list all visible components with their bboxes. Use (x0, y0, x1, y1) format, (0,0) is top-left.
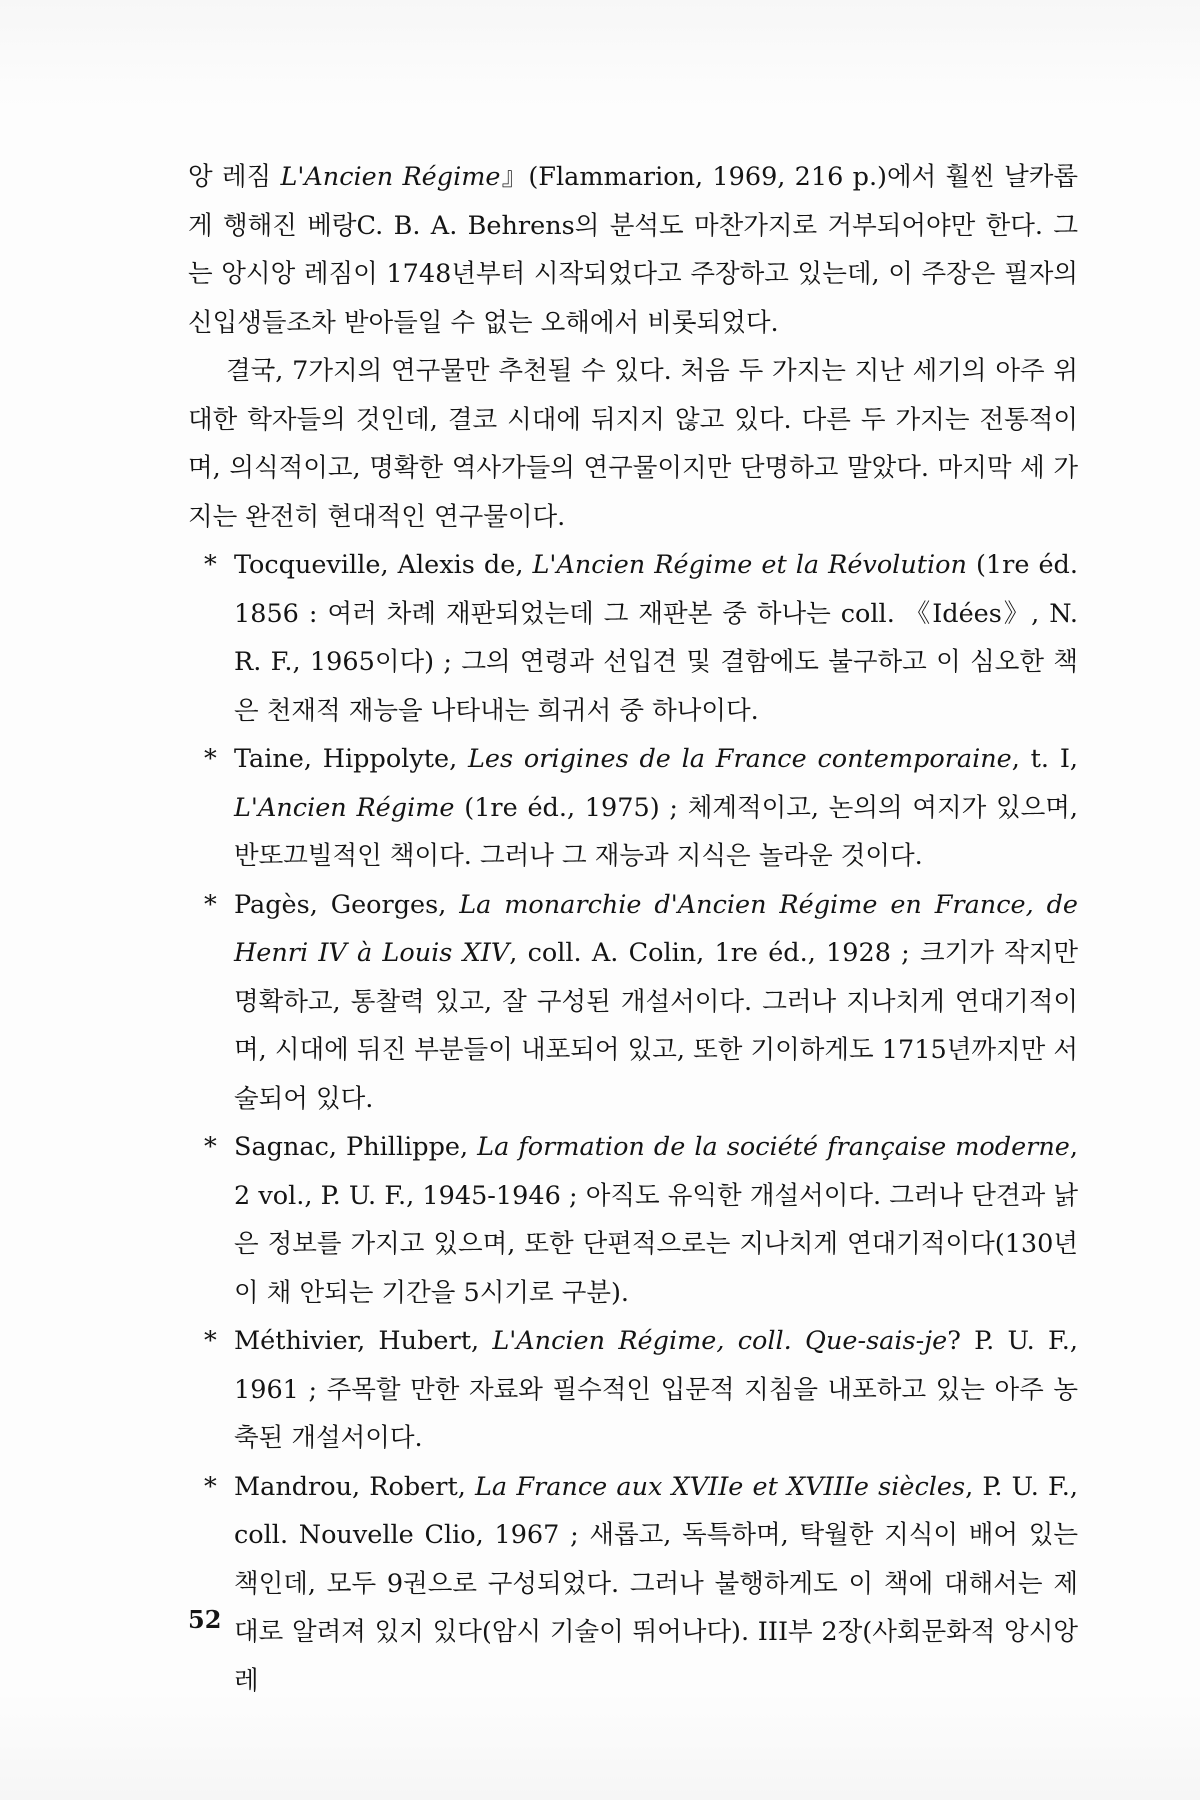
entry-text: , coll. A. Colin, 1re éd., 1928 ; 크기가 작지만 명확하고, 통찰력 있고, 잘 구성된 개설서이다. 그러나 지나치게 연대기적이며, 시대에 뒤진 부분들이 내포되어 있고, 또한 기이하게도 1715년까지만 서술되어 있다. (234, 938, 1078, 1114)
opening-text-start: 앙 레짐 (188, 162, 281, 192)
entry-author: Pagès, Georges, (234, 889, 460, 920)
entry-text: , t. I, (1011, 744, 1078, 774)
entry-title: L'Ancien Régime, coll. Que-sais-je (492, 1326, 948, 1356)
bullet-asterisk: * (204, 1132, 217, 1162)
entry-title: L'Ancien Régime et la Révolution (532, 550, 967, 580)
entry-author: Sagnac, Phillippe, (234, 1132, 478, 1162)
page-number: 52 (188, 1605, 222, 1634)
bullet-asterisk: * (204, 889, 217, 920)
entry-title: La monarchie d'Ancien Régime en France, de Henri IV à Louis XIV (234, 889, 1078, 968)
entry-author: Taine, Hippolyte, (234, 744, 468, 774)
entry-text: , P. U. F., coll. Nouvelle Clio, 1967 ; 새롭고, 독특하며, 탁월한 지식이 배어 있는 책인데, 모두 9권으로 구성되었다. 그러나 불행하게도 이 책에 대해서는 제대로 알려져 있지 있다(암시 기술이 뛰어나다). III부 2장(사회문화적 앙시앙 레 (234, 1471, 1078, 1696)
opening-text-rest: 』(Flammarion, 1969, 216 p.)에서 훨씬 날카롭게 행해진 베랑C. B. A. Behrens의 분석도 마찬가지로 거부되어야만 한다. 그는 앙시앙 레짐이 1748년부터 시작되었다고 주장하고 있는데, 이 주장은 필자의 신입생들조차 받아들일 수 없는 오해에서 비롯되었다. (188, 162, 1078, 338)
list-item (188, 735, 1078, 881)
entry-title: La formation de la société française moderne (477, 1132, 1070, 1162)
list-item (188, 1123, 1078, 1317)
entry-author: Tocqueville, Alexis de, (234, 550, 533, 580)
bullet-asterisk: * (204, 1326, 217, 1356)
conclusion-paragraph: 결국, 7가지의 연구물만 추천될 수 있다. 처음 두 가지는 지난 세기의 아주 위대한 학자들의 것인데, 결코 시대에 뒤지지 않고 있다. 다른 두 가지는 전통적이며, 의식적이고, 명확한 역사가들의 연구물이지만 단명하고 말았다. 마지막 세 가지는 완전히 현대적인 연구물이다. (188, 356, 1078, 532)
entry-author: Mandrou, Robert, (234, 1471, 475, 1502)
entry-text-2: (1re éd., 1975) ; 체계적이고, 논의의 여지가 있으며, 반또끄빌적인 책이다. 그러나 그 재능과 지식은 놀라운 것이다. (234, 792, 1078, 871)
list-item (188, 881, 1078, 1124)
entry-title-2: L'Ancien Régime (234, 792, 455, 823)
opening-paragraph (188, 153, 1078, 347)
entry-text: ? P. U. F., 1961 ; 주목할 만한 자료와 필수적인 입문적 지침을 내포하고 있는 아주 농축된 개설서이다. (234, 1326, 1078, 1453)
list-item (188, 1463, 1078, 1706)
entry-text: , 2 vol., P. U. F., 1945-1946 ; 아직도 유익한 개설서이다. 그러나 단견과 낡은 정보를 가지고 있으며, 또한 단편적으로는 지나치게 연대기적이다(130년이 채 안되는 기간을 5시기로 구분). (234, 1132, 1078, 1308)
book-title: L'Ancien Régime (280, 162, 501, 192)
entry-title: Les origines de la France contemporaine (467, 744, 1012, 774)
entry-text: (1re éd. 1856 : 여러 차례 재판되었는데 그 재판본 중 하나는 coll. 《Idées》, N. R. F., 1965이다) ; 그의 연령과 선입견 및 결함에도 불구하고 이 심오한 책은 천재적 재능을 나타내는 희귀서 중 하나이다. (234, 550, 1078, 726)
body-text (188, 153, 1078, 1705)
bullet-asterisk: * (204, 744, 217, 774)
bullet-asterisk: * (204, 550, 217, 580)
list-item (188, 541, 1078, 735)
bullet-asterisk: * (204, 1471, 217, 1502)
entry-author: Méthivier, Hubert, (234, 1326, 493, 1356)
entry-title: La France aux XVIIe et XVIIIe siècles (475, 1471, 966, 1502)
list-item (188, 1317, 1078, 1463)
